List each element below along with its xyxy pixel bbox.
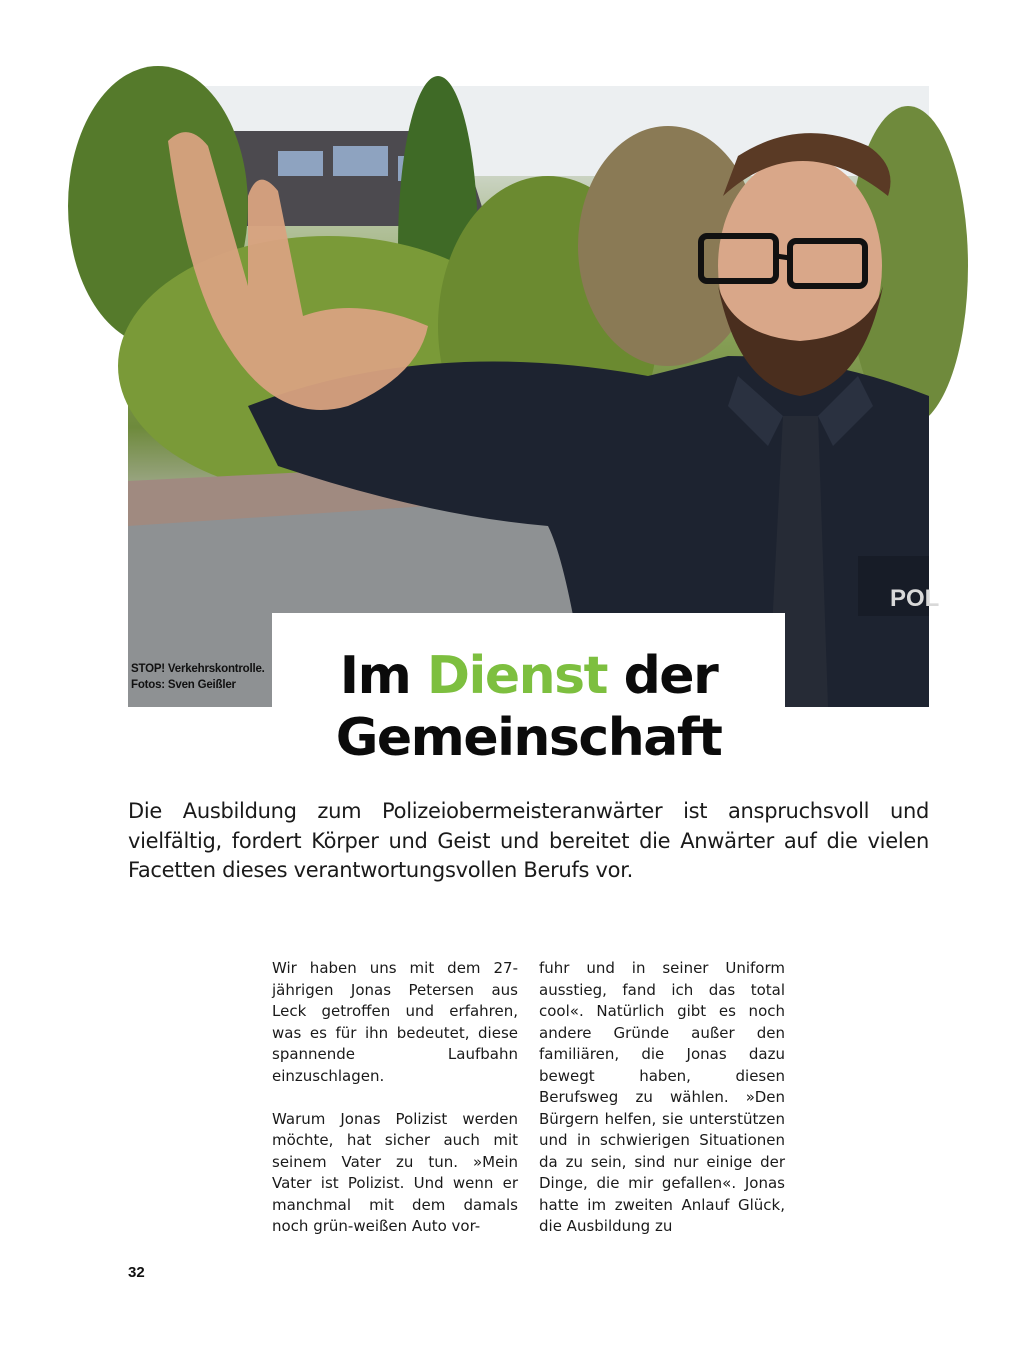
title-line-2: Gemeinschaft (335, 708, 722, 768)
column1-paragraph-2: Warum Jonas Polizist werden möchte, hat sicher auch mit seinem Vater zu tun. »Mein Vater ist Polizist. Und wenn er manchmal mit dem damals noch grün-weißen Auto vor- (272, 1109, 518, 1235)
photo-caption (131, 661, 265, 693)
page-number: 32 (128, 1264, 145, 1281)
lead-paragraph: Die Ausbildung zum Polizeiobermeisteranwärter ist anspruchsvoll und vielfältig, fordert Körper und Geist und bereitet die Anwärter auf die vielen Facetten dieses verantwortungsvollen Berufs vor. (128, 799, 929, 882)
body-column-2 (539, 958, 785, 1259)
patch-text: POL (890, 585, 940, 612)
column1-paragraph-1: Wir haben uns mit dem 27-jährigen Jonas Petersen aus Leck getroffen und erfahren, was es für ihn bedeutet, diese spannende Laufbahn einzuschlagen. (272, 959, 518, 1085)
title-part-2: der (606, 646, 718, 706)
caption-line-2: Fotos: Sven Geißler (131, 679, 236, 691)
title-part-1: Im (339, 646, 427, 706)
column2-paragraph-1: fuhr und in seiner Uniform ausstieg, fand ich das total cool«. Natürlich gibt es noch andere Gründe außer den familiären, die Jonas dazu bewegt haben, diesen Berufsweg zu wählen. »Den Bürgern helfen, sie unterstützen und in schwierigen Situationen da zu sein, sind nur einige der Dinge, die mir gefallen«. Jonas hatte im zweiten Anlauf Glück, die Ausbildung zu (539, 959, 785, 1235)
title-accent-word: Dienst (426, 646, 607, 706)
article-title (272, 645, 785, 769)
caption-line-1: STOP! Verkehrskontrolle. (131, 663, 265, 675)
body-column-1 (272, 958, 518, 1259)
